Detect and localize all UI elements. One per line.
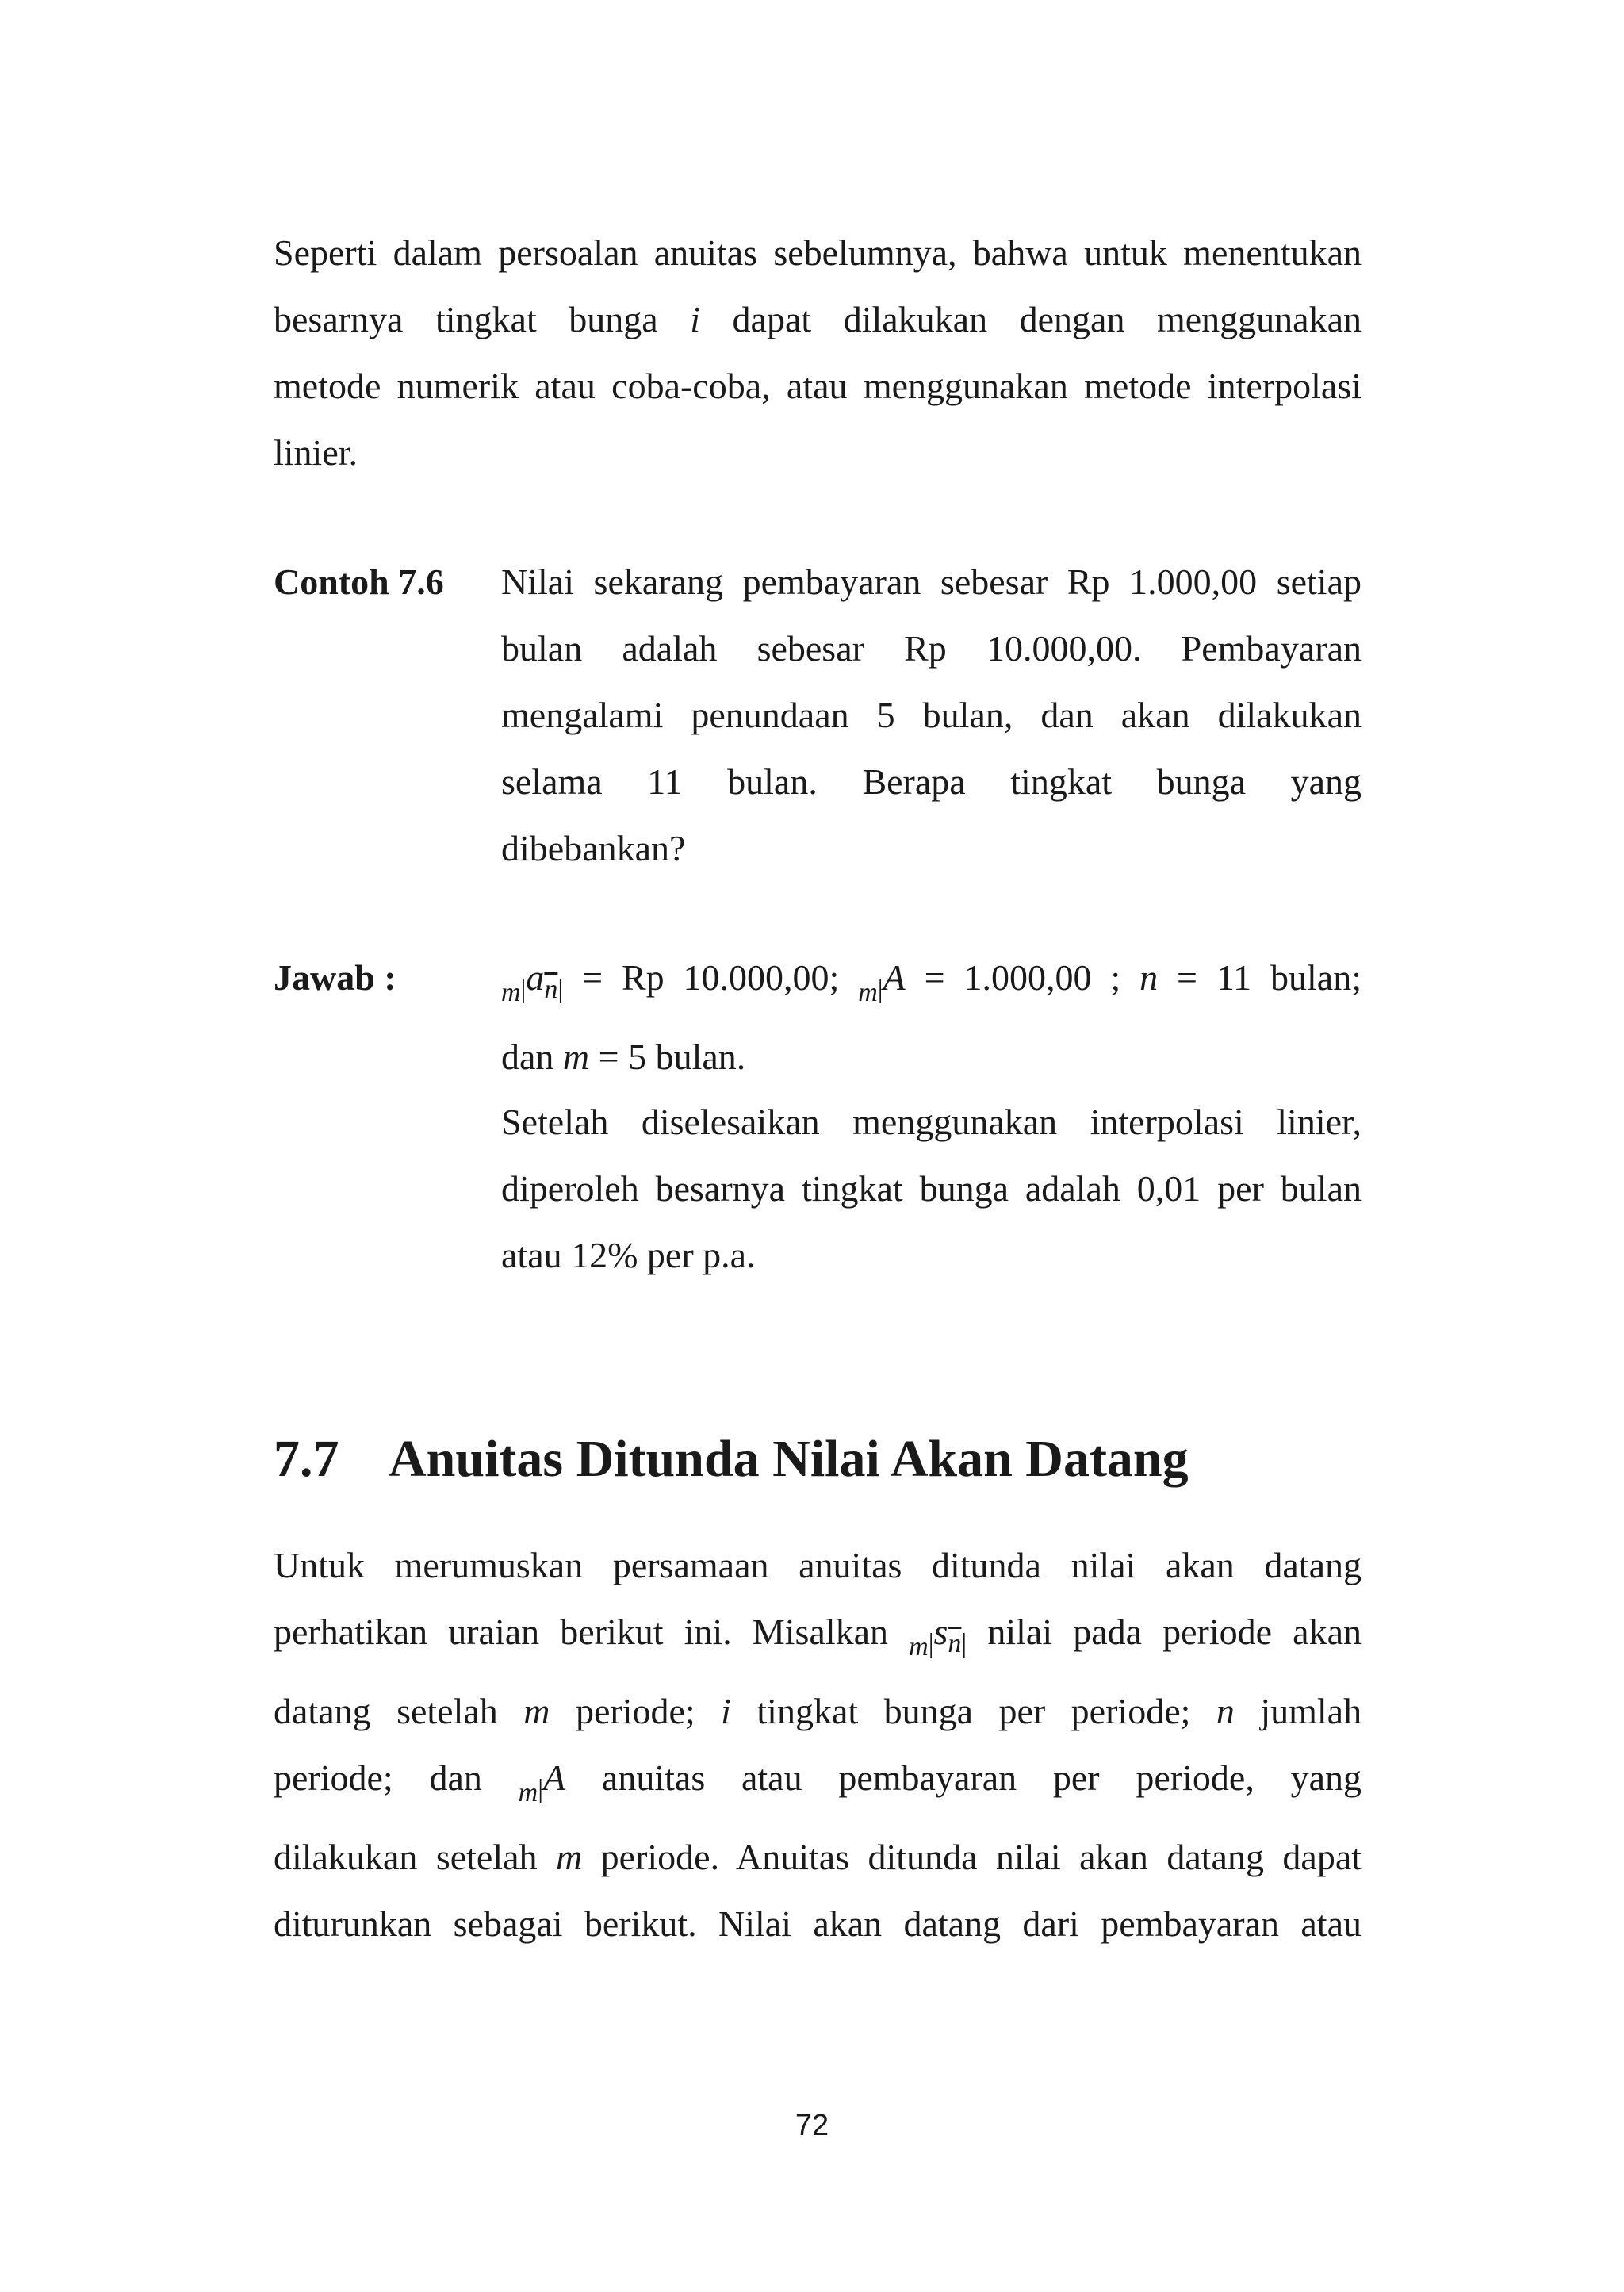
example-line-1: Nilai sekarang pembayaran sebesar Rp 1.000,00 setiap xyxy=(501,562,1362,602)
answer-line-5: atau 12% per p.a. xyxy=(501,1235,756,1275)
intro-line-4: linier. xyxy=(274,432,358,473)
formula-m-A-2: $_{m|}$A xyxy=(518,1757,566,1807)
answer-label: Jawab : xyxy=(274,957,396,998)
body-line-5: dilakukan setelah m periode. Anuitas ditunda nilai akan datang dapat xyxy=(274,1837,1362,1877)
var-i: i xyxy=(690,299,701,339)
example-line-4: selama 11 bulan. Berapa tingkat bunga yang xyxy=(501,761,1362,802)
answer-line-4: diperoleh besarnya tingkat bunga adalah 0,01 per bulan xyxy=(501,1168,1362,1209)
example-label: Contoh 7.6 xyxy=(274,562,444,602)
body-line-2: perhatikan uraian berikut ini. Misalkan $_{m|}s_{\overline{n}|}$ nilai pada periode akan xyxy=(274,1612,1362,1662)
answer-line-1: $_{m|}a_{\overline{n}|} = Rp$ 10.000,00; $_{m|}$A = 1.000,00 ; n = 11 bulan; xyxy=(501,957,1362,1007)
formula-m-a-n: $_{m|}a_{\overline{n}|}$ xyxy=(501,957,564,1007)
body-line-3: datang setelah m periode; i tingkat bunga per periode; n jumlah xyxy=(274,1691,1362,1731)
section-heading xyxy=(274,1428,1189,1491)
formula-m-A: $_{m|}$A xyxy=(858,957,906,1007)
body-line-1: Untuk merumuskan persamaan anuitas ditunda nilai akan datang xyxy=(274,1545,1362,1585)
example-line-2: bulan adalah sebesar Rp 10.000,00. Pembayaran xyxy=(501,628,1362,669)
example-line-5: dibebankan? xyxy=(501,828,686,868)
var-n: n xyxy=(1139,957,1159,998)
body-line-6: diturunkan sebagai berikut. Nilai akan datang dari pembayaran atau xyxy=(274,1903,1362,1944)
body-line-4: periode; dan $_{m|}$A anuitas atau pembayaran per periode, yang xyxy=(274,1757,1362,1807)
answer-line-2: dan m = 5 bulan. xyxy=(501,1037,746,1077)
section-title: Anuitas Ditunda Nilai Akan Datang xyxy=(389,1430,1189,1488)
answer-line-3: Setelah diselesaikan menggunakan interpolasi linier, xyxy=(501,1102,1362,1142)
section-number: 7.7 xyxy=(274,1430,339,1488)
formula-m-s-n: $_{m|}s_{\overline{n}|}$ xyxy=(909,1612,967,1662)
intro-line-3: metode numerik atau coba-coba, atau menggunakan metode interpolasi xyxy=(274,366,1362,406)
page-number: 72 xyxy=(795,2109,829,2142)
example-line-3: mengalami penundaan 5 bulan, dan akan dilakukan xyxy=(501,695,1362,735)
intro-line-2: besarnya tingkat bunga i dapat dilakukan dengan menggunakan xyxy=(274,299,1362,339)
intro-line-1: Seperti dalam persoalan anuitas sebelumnya, bahwa untuk menentukan xyxy=(274,232,1362,273)
